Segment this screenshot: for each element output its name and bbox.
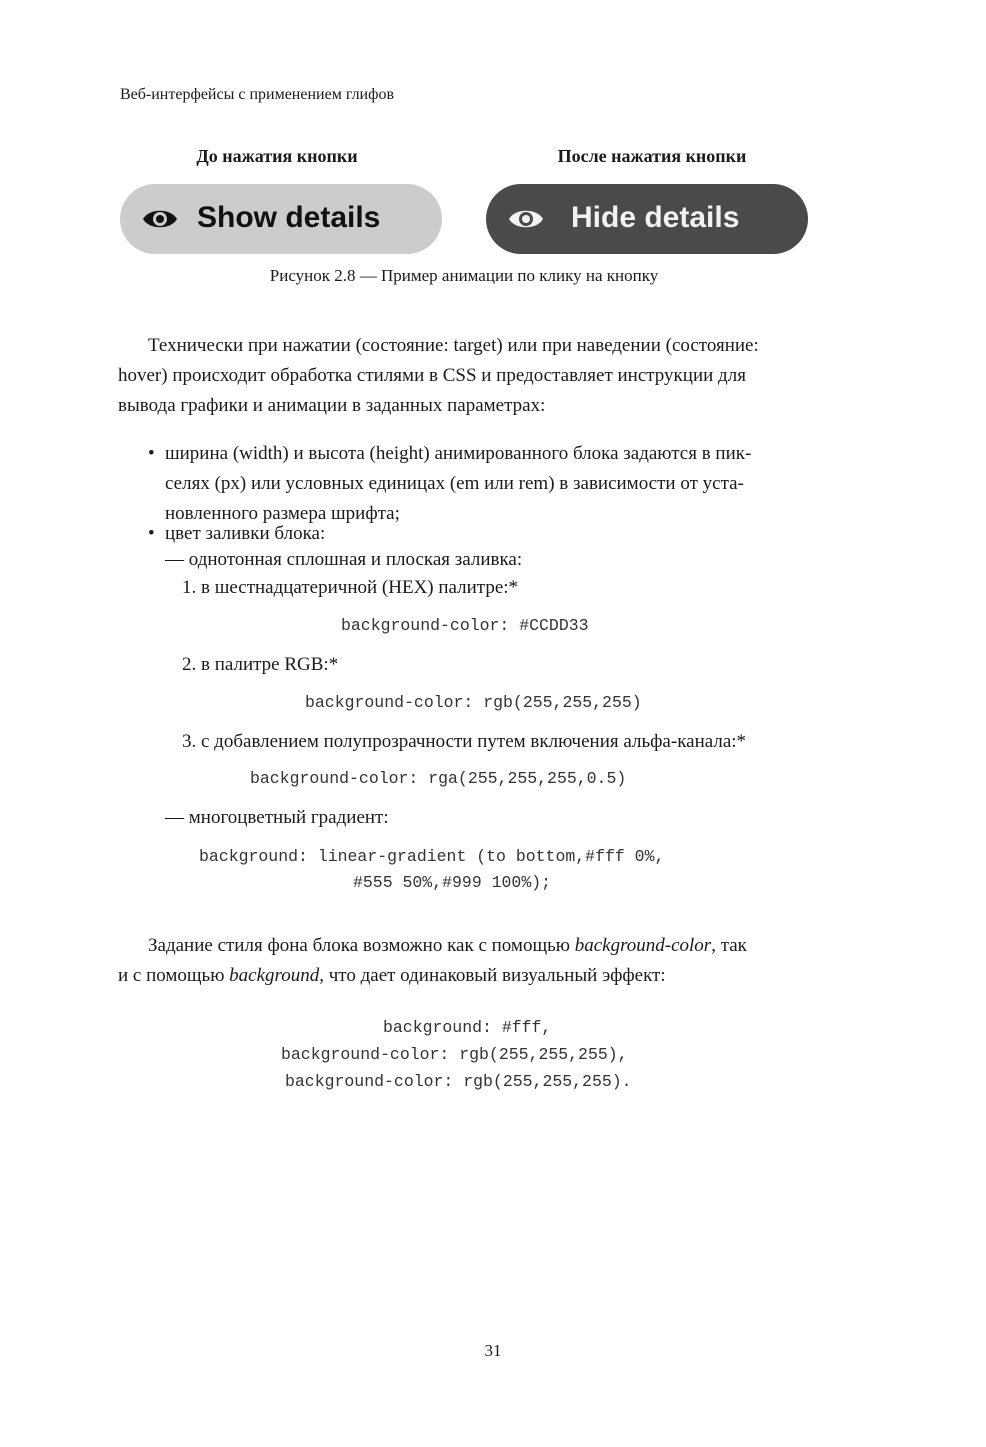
show-details-label: Show details <box>197 201 381 234</box>
bullet-1-line-2: селях (px) или условных единицах (em или rem) в зависимости от уста- <box>165 473 744 494</box>
show-details-button[interactable] <box>120 184 442 254</box>
hide-details-label: Hide details <box>571 201 740 234</box>
outro-em-background-color: background-color <box>574 935 712 956</box>
bullet-1-line-1: ширина (width) и высота (height) анимированного блока задаются в пик- <box>165 443 752 464</box>
intro-line-1: Технически при нажатии (состояние: target) или при наведении (состояние: <box>148 335 759 356</box>
dash-item-gradient: — многоцветный градиент: <box>165 807 389 828</box>
code-gradient-line-1: background: linear-gradient (to bottom,#fff 0%, <box>199 847 665 866</box>
bullet-2: цвет заливки блока: <box>165 523 326 544</box>
outro-line-2-a: и с помощью <box>118 965 230 986</box>
outro-line-1-a: Задание стиля фона блока возможно как с помощью <box>148 935 575 956</box>
bullet-1-line-3: новленного размера шрифта; <box>165 503 400 524</box>
outro-paragraph <box>118 931 810 991</box>
code-gradient-line-2: #555 50%,#999 100%); <box>353 873 552 892</box>
bullet-marker: • <box>148 523 155 544</box>
final-code-line-3: background-color: rgb(255,255,255). <box>285 1072 632 1091</box>
running-header: Веб-интерфейсы с применением глифов <box>120 86 395 103</box>
bullet-marker: • <box>148 443 155 464</box>
intro-line-2: hover) происходит обработка стилями в CSS и предоставляет инструкции для <box>118 365 746 386</box>
eye-icon <box>508 205 544 233</box>
dash-item-solid: — однотонная сплошная и плоская заливка: <box>165 549 523 570</box>
code-alpha: background-color: rga(255,255,255,0.5) <box>250 769 627 788</box>
final-code-line-1: background: #fff, <box>383 1018 552 1037</box>
bullet-1 <box>165 439 810 529</box>
outro-line-1-b: , так <box>711 935 747 956</box>
page-number: 31 <box>484 1341 502 1360</box>
figure-caption: Рисунок 2.8 — Пример анимации по клику на кнопку <box>269 266 659 285</box>
outro-line-2-b: , что дает одинаковый визуальный эффект: <box>319 965 666 986</box>
list-item-rgb: 2. в палитре RGB:* <box>182 654 339 675</box>
code-hex: background-color: #CCDD33 <box>341 616 589 635</box>
intro-paragraph <box>118 331 810 421</box>
eye-icon <box>142 205 178 233</box>
list-item-alpha: 3. с добавлением полупрозрачности путем включения альфа-канала:* <box>182 731 747 752</box>
code-rgb: background-color: rgb(255,255,255) <box>305 693 642 712</box>
intro-line-3: вывода графики и анимации в заданных параметрах: <box>118 395 546 416</box>
final-code-line-2: background-color: rgb(255,255,255), <box>281 1045 628 1064</box>
hide-details-button[interactable] <box>486 184 808 254</box>
list-item-hex: 1. в шестнадцатеричной (HEX) палитре:* <box>182 577 519 598</box>
after-label: После нажатия кнопки <box>557 146 747 166</box>
before-label: До нажатия кнопки <box>196 146 358 166</box>
outro-em-background: background <box>229 965 320 986</box>
